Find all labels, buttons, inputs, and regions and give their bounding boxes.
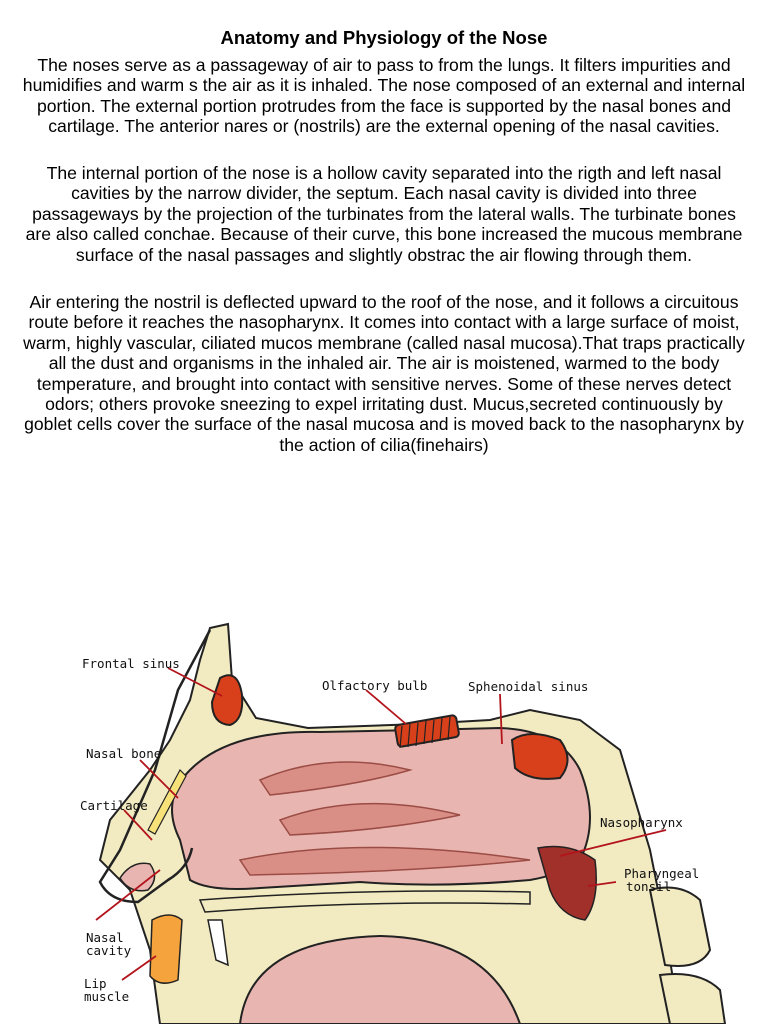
sphenoidal-sinus	[512, 734, 568, 779]
label-nasopharynx: Nasopharynx	[600, 815, 683, 830]
label-pharyngeal-tonsil-1: Pharyngeal	[624, 866, 700, 881]
page-title: Anatomy and Physiology of the Nose	[220, 27, 548, 48]
paragraph-external-nose: The noses serve as a passageway of air to pass to from the lungs. It filters impurities and humidifies and warm s the air as it is inhaled. The nose composed of an external and internal portion. The external portion protrudes from the face is supported by the nasal bones and cartilage. The anterior nares or (nostrils) are the external opening of the nasal cavities.	[22, 55, 746, 137]
paragraph-airflow: Air entering the nostril is deflected upward to the roof of the nose, and it follows a circuitous route before it reaches the nasopharynx. It comes into contact with a large surface of moist, warm, highly vascular, ciliated mucos membrane (called nasal mucosa).That traps practically all the dust and organisms in the inhaled air. The air is moistened, warmed to the body temperature, and brought into contact with sensitive nerves. Some of these nerves detect odors; others provoke sneezing to expel irritating dust. Mucus,secreted continuously by goblet cells cover the surface of the nasal mucosa and is moved back to the nasopharynx by the action of cilia(finehairs)	[23, 292, 745, 455]
label-sphenoidal-sinus: Sphenoidal sinus	[468, 679, 589, 694]
lip-muscle	[150, 915, 182, 983]
nose-anatomy-svg	[60, 620, 768, 1024]
label-lip-muscle-2: muscle	[84, 989, 130, 1004]
label-olfactory-bulb: Olfactory bulb	[322, 678, 428, 693]
paragraph-internal-nose: The internal portion of the nose is a hollow cavity separated into the rigth and left nasal cavities by the narrow divider, the septum. Each nasal cavity is divided into three passageways by the projection of the turbinates from the lateral walls. The turbinate bones are also called conchae. Because of their curve, this bone increased the mucous membrane surface of the nasal passages and slightly obstrac the air flowing through them.	[25, 163, 743, 265]
label-frontal-sinus: Frontal sinus	[82, 656, 180, 671]
label-nasal-bone: Nasal bone	[86, 746, 162, 761]
label-pharyngeal-tonsil-2: tonsil	[626, 879, 672, 894]
label-cartilage: Cartilage	[80, 798, 148, 813]
nose-anatomy-diagram	[60, 620, 768, 1024]
label-nasal-cavity-1: Nasal	[86, 930, 124, 945]
label-lip-muscle-1: Lip	[84, 976, 107, 991]
label-nasal-cavity-2: cavity	[86, 943, 132, 958]
